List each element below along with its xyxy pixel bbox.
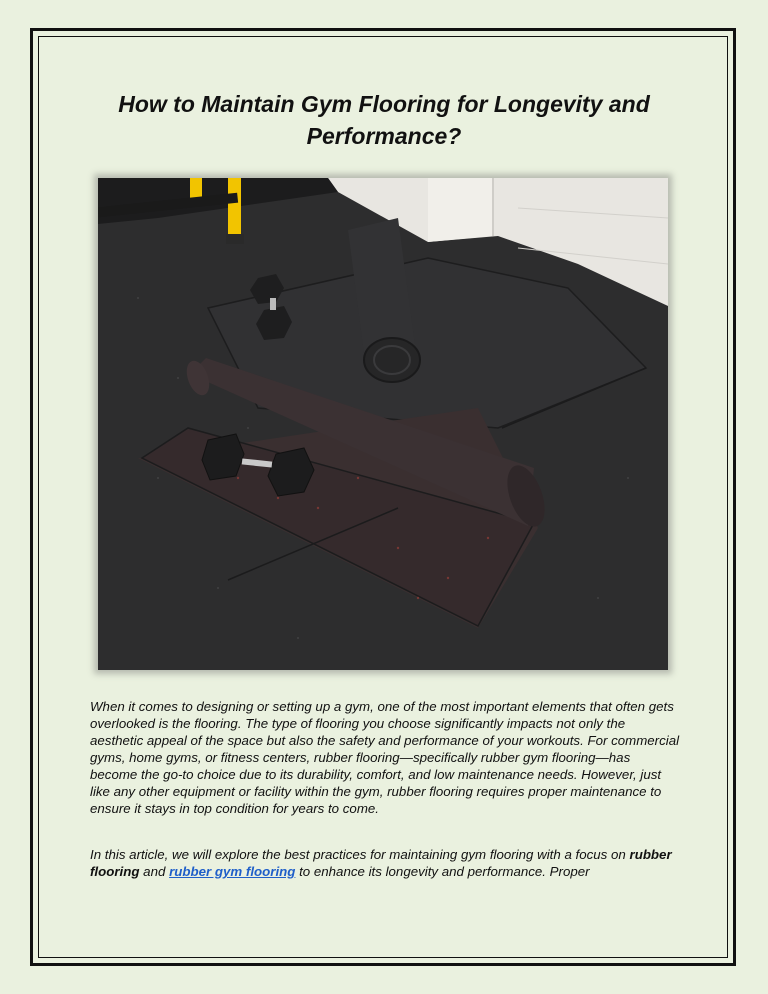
scope-text-middle: and bbox=[139, 864, 170, 879]
scope-text-before: In this article, we will explore the best practices for maintaining gym flooring with a focus on bbox=[90, 847, 630, 862]
scope-text-after: to enhance its longevity and performance. Proper bbox=[295, 864, 590, 879]
intro-paragraph: When it comes to designing or setting up a gym, one of the most important elements that often gets overlooked is the flooring. The type of flooring you choose significantly impacts not only the aesthetic appeal of the space but also the safety and performance of your workouts. For commercial gyms, home gyms, or fitness centers, rubber flooring—specifically rubber gym flooring—has become the go-to choice due to its durability, comfort, and low maintenance needs. However, just like any other equipment or facility within the gym, rubber flooring requires proper maintenance to ensure it stays in top condition for years to come. bbox=[90, 699, 680, 816]
article-title: How to Maintain Gym Flooring for Longevity and Performance? bbox=[118, 91, 650, 149]
article-photo bbox=[98, 178, 668, 670]
rubber-gym-flooring-link[interactable]: rubber gym flooring bbox=[169, 864, 296, 879]
article-scope-paragraph bbox=[90, 846, 680, 880]
rubber-flooring-bold: rubber flooring bbox=[90, 847, 672, 879]
